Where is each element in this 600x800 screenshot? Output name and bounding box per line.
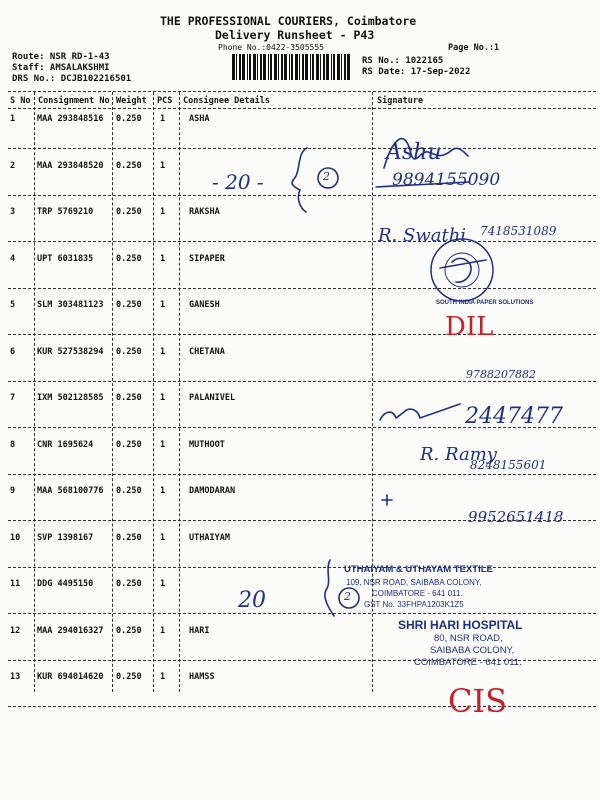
row11-circle-number: 2 (344, 590, 351, 603)
uthaiyam-stamp-gst: GST No. 33FHPA1203K1Z5 (364, 600, 464, 609)
row-sno: 12 (10, 625, 21, 636)
round-stamp (431, 239, 493, 301)
row-consignment-no: UPT 6031835 (37, 253, 94, 264)
row-consignment-no: DDG 4495150 (37, 579, 94, 589)
runsheet-subtitle: Delivery Runsheet - P43 (215, 28, 375, 42)
row11-note: 20 (238, 588, 266, 613)
col-sno: S No (10, 96, 31, 106)
row-pcs: 1 (160, 486, 166, 496)
hospital-stamp-address: 80, NSR ROAD, (434, 633, 503, 644)
row-weight: 0.250 (116, 207, 142, 217)
row-sno: 5 (10, 300, 16, 310)
row-consignee: SIPAPER (189, 253, 225, 264)
row-consignee: PALANIVEL (189, 393, 236, 403)
phone-row8: 8248155601 (470, 458, 547, 472)
row-weight: 0.250 (116, 160, 142, 171)
row-consignment-no: CNR 1695624 (37, 439, 94, 450)
row-pcs: 1 (160, 346, 166, 357)
row-consignment-no: TRP 5769210 (37, 207, 94, 217)
col-consignment: Consignment No (38, 96, 110, 106)
row-consignment-no: IXM 502128585 (37, 393, 104, 403)
row-pcs: 1 (160, 393, 166, 403)
col-consignee: Consignee Details (183, 96, 270, 106)
row-pcs: 1 (160, 532, 166, 543)
row-sno: 10 (10, 532, 21, 543)
hospital-stamp-name: SHRI HARI HOSPITAL (398, 618, 523, 632)
row-consignee: ASHA (189, 114, 210, 124)
row-consignment-no: SLM 303481123 (37, 300, 104, 310)
row-weight: 0.250 (116, 625, 142, 636)
row-consignee: HAMSS (189, 672, 215, 682)
row-consignment-no: KUR 527538294 (37, 346, 104, 357)
row-pcs: 1 (160, 625, 166, 636)
row-consignee: UTHAIYAM (189, 532, 230, 543)
row-consignee: DAMODARAN (189, 486, 236, 496)
hospital-stamp-colony: SAIBABA COLONY, (430, 645, 515, 656)
row-weight: 0.250 (116, 486, 142, 496)
row-sno: 4 (10, 253, 16, 264)
row-sno: 11 (10, 579, 21, 589)
row-weight: 0.250 (116, 532, 142, 543)
brace-scribble (292, 148, 307, 212)
row-pcs: 1 (160, 253, 166, 264)
signature-row3: R. Swathi (378, 225, 467, 246)
phone-row9: 9952651418 (468, 508, 564, 526)
row-weight: 0.250 (116, 253, 142, 264)
row-consignment-no: MAA 294016327 (37, 625, 104, 636)
phone-row7: 2447477 (465, 404, 563, 429)
drs-number: DRS No.: DCJB102216501 (12, 74, 132, 84)
rs-date: RS Date: 17-Sep-2022 (362, 67, 471, 77)
row-consignment-no: KUR 694014620 (37, 672, 104, 682)
page-number: Page No.:1 (448, 43, 500, 53)
row-sno: 6 (10, 346, 16, 357)
row-weight: 0.250 (116, 393, 142, 403)
round-stamp-text: SOUTH INDIA PAPER SOLUTIONS (436, 300, 534, 306)
row-weight: 0.250 (116, 579, 142, 589)
row-pcs: 1 (160, 672, 166, 682)
row-pcs: 1 (160, 439, 166, 450)
row-consignment-no: MAA 293848516 (37, 114, 104, 124)
row-sno: 3 (10, 207, 16, 217)
row-weight: 0.250 (116, 439, 142, 450)
row-consignee: GANESH (189, 300, 220, 310)
row-sno: 1 (10, 114, 16, 124)
row-pcs: 1 (160, 579, 166, 589)
signature-row1: Ashu (386, 140, 442, 165)
row-consignment-no: SVP 1398167 (37, 532, 94, 543)
uthaiyam-stamp-address: 109, NSR ROAD, SAIBABA COLONY, (346, 578, 482, 587)
phone-row1: 9894155090 (392, 170, 501, 190)
row-pcs: 1 (160, 207, 166, 217)
phone-number: Phone No.:0422-3505555 (218, 43, 324, 52)
row-sno: 2 (10, 160, 16, 171)
row-consignee: MUTHOOT (189, 439, 225, 450)
runsheet-company-title: THE PROFESSIONAL COURIERS, Coimbatore (160, 14, 417, 28)
uthaiyam-stamp-name: UTHAIYAM & UTHAYAM TEXTILE (344, 564, 493, 575)
row-consignee: HARI (189, 625, 210, 636)
phone-row6: 9788207882 (466, 368, 536, 381)
row-consignment-no: MAA 568100776 (37, 486, 104, 496)
plus-scribble (382, 495, 392, 505)
brace-scribble (325, 560, 334, 616)
row-sno: 7 (10, 393, 16, 403)
row-pcs: 1 (160, 114, 166, 124)
row-weight: 0.250 (116, 114, 142, 124)
row2-note: - 20 - (212, 170, 264, 194)
row-consignment-no: MAA 293848520 (37, 160, 104, 171)
signature-scribble (380, 404, 460, 420)
row-pcs: 1 (160, 160, 166, 171)
signature-row5: DIL (445, 312, 494, 342)
hospital-stamp-city: COIMBATORE - 641 011. (414, 657, 522, 668)
row-weight: 0.250 (116, 672, 142, 682)
row-consignee: CHETANA (189, 346, 225, 357)
row2-circle-number: 2 (323, 170, 330, 183)
uthaiyam-stamp-city: COIMBATORE - 641 011. (372, 589, 463, 598)
col-weight: Weight (116, 96, 147, 106)
row-weight: 0.250 (116, 346, 142, 357)
phone-row3: 7418531089 (480, 224, 557, 238)
signature-row13: CIS (448, 682, 508, 720)
route-label: Route: NSR RD-1-43 (12, 52, 110, 62)
row-sno: 8 (10, 439, 16, 450)
col-pcs: PCS (157, 96, 173, 106)
signature-row8: R. Ramy (420, 444, 497, 465)
row-pcs: 1 (160, 300, 166, 310)
staff-label: Staff: AMSALAKSHMI (12, 63, 110, 73)
rs-number: RS No.: 1022165 (362, 56, 444, 66)
row-sno: 9 (10, 486, 16, 496)
row-consignee: RAKSHA (189, 207, 220, 217)
row-sno: 13 (10, 672, 21, 682)
row-weight: 0.250 (116, 300, 142, 310)
col-signature: Signature (377, 96, 424, 106)
